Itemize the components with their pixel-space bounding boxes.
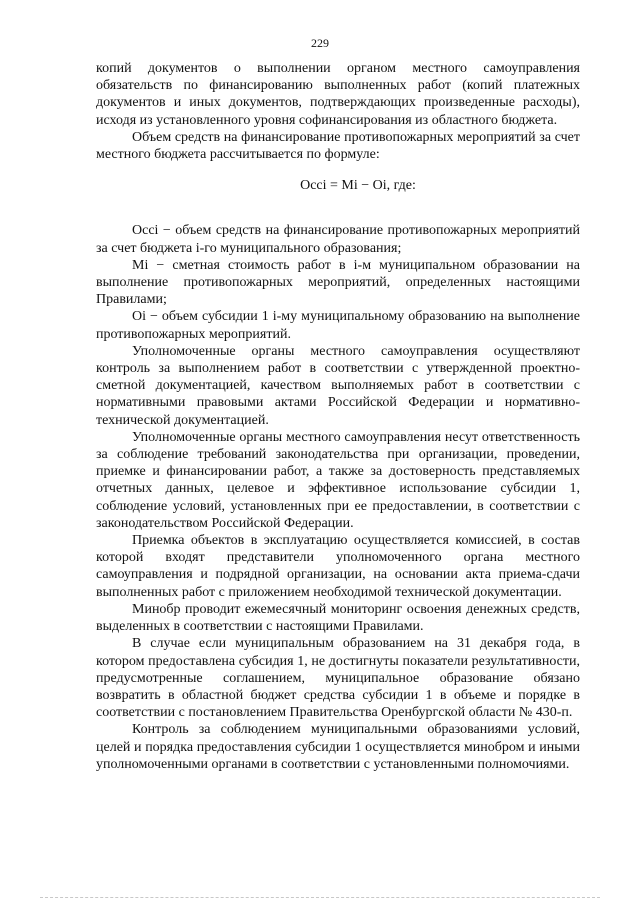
paragraph-refund: В случае если муниципальным образованием на 31 декабря года, в котором предоставлена субсидия 1, не достигнуты показатели результативности, предусмотренные соглашением, муниципальное образование обязано возвратить в областной бюджет средства субсидии 1 в объеме и порядке в соответствии с постановлением Правительства Оренбургской области № 430-п. bbox=[96, 636, 580, 721]
formula: Occi = Mi − Oi, где: bbox=[300, 178, 416, 194]
definition-oi: Oi − объем субсидии 1 i-му муниципальному образованию на выполнение противопожарных мероприятий. bbox=[96, 309, 580, 342]
document-body bbox=[96, 60, 580, 773]
page-number: 229 bbox=[311, 36, 329, 50]
paragraph-control: Уполномоченные органы местного самоуправления осуществляют контроль за выполнением работ в соответствии с утвержденной проектно-сметной документацией, качеством выполняемых работ в соответствии с нормативными правовыми актами Российской Федерации и нормативно-технической документацией. bbox=[96, 343, 580, 428]
definition-occi: Occi − объем средств на финансирование противопожарных мероприятий за счет бюджета i-го муниципального образования; bbox=[96, 223, 580, 256]
page-bottom-edge bbox=[40, 897, 600, 898]
paragraph-continuation: копий документов о выполнении органом местного самоуправления обязательств по финансированию выполненных работ (копий платежных документов и иных документов, подтверждающих произведенные расходы), исходя из установленного уровня софинансирования из областного бюджета. bbox=[96, 61, 580, 128]
paragraph-oversight: Контроль за соблюдением муниципальными образованиями условий, целей и порядка предоставления субсидии 1 осуществляется минобром и иными уполномоченными органами в соответствии с установленными полномочиями. bbox=[96, 722, 580, 772]
definition-mi: Mi − сметная стоимость работ в i-м муниципальном образовании на выполнение противопожарных мероприятий, определенных настоящими Правилами; bbox=[96, 257, 580, 308]
paragraph-acceptance: Приемка объектов в эксплуатацию осуществляется комиссией, в состав которой входят представители уполномоченного органа местного самоуправления и подрядной организации, на основании акта приема-сдачи выполненных работ с приложением необходимой технической документации. bbox=[96, 533, 580, 600]
paragraph-monitoring: Минобр проводит ежемесячный мониторинг освоения денежных средств, выделенных в соответствии с настоящими Правилами. bbox=[96, 601, 580, 635]
paragraph-responsibility: Уполномоченные органы местного самоуправления несут ответственность за соблюдение требований законодательства при организации, проведении, приемке и финансировании работ, а также за достоверность представляемых отчетных данных, целевое и эффективное использование субсидии 1, соблюдение условий, установленных при ее предоставлении, в соответствии с законодательством Российской Федерации. bbox=[96, 429, 580, 531]
paragraph-formula-intro: Объем средств на финансирование противопожарных мероприятий за счет местного бюджета рассчитывается по формуле: bbox=[96, 129, 580, 163]
